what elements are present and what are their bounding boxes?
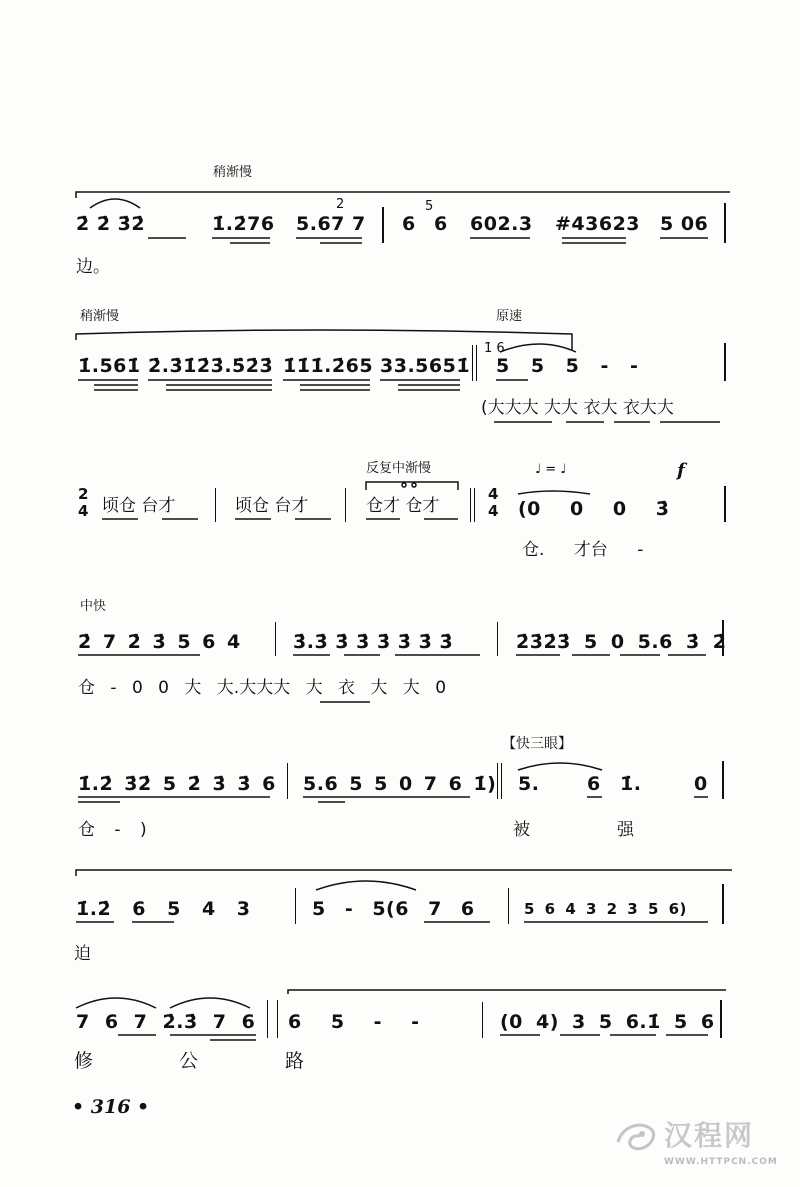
percussion-line: 仓 - 0 0 大 大.大大大 大 衣 大 大 0 bbox=[78, 678, 447, 698]
measure-3-note: 6 bbox=[587, 773, 601, 795]
measure-4: (0 0 0 3̇ bbox=[518, 498, 670, 520]
lyric: 公 bbox=[179, 1050, 199, 1072]
percussion-line: 仓 - ) bbox=[78, 820, 147, 840]
dynamic-forte: f bbox=[677, 460, 685, 481]
measure-3-note: 5. bbox=[518, 773, 540, 795]
measure-1: 1̇.2̇ 6 5 4 3 bbox=[76, 898, 251, 920]
lyric: 迫 bbox=[74, 944, 91, 964]
measure-2: 1̇.2̇76 bbox=[212, 213, 275, 235]
tempo-marking: 原速 bbox=[496, 309, 523, 324]
tempo-marking: 稍渐慢 bbox=[213, 165, 253, 180]
watermark-url: WWW.HTTPCN.COM bbox=[664, 1157, 778, 1167]
measure-3-note: 1̇. bbox=[620, 773, 642, 795]
grace-note: 5 bbox=[425, 199, 434, 214]
measure-2: 3̇.3̇ 3̇ 3̇ 3̇ 3̇ 3̇ 3̇ bbox=[293, 631, 454, 653]
measure-1: 2̇ 2̇ 3̇2̇ bbox=[76, 213, 146, 235]
measure-7: #43623 bbox=[555, 213, 641, 235]
percussion-line: (大大大 大大 衣大 衣大大 bbox=[481, 398, 674, 418]
lyric: 修 bbox=[74, 1050, 94, 1072]
measure-4: 6 bbox=[402, 213, 416, 235]
lyric: 路 bbox=[285, 1050, 305, 1072]
measure-3: 5.67 7 bbox=[296, 213, 366, 235]
measure-3: 2̇3̇2̇3̇ 5 0 5.6 3̇ 2̇ bbox=[516, 631, 727, 653]
measure-4: 33.5651̇ bbox=[380, 355, 471, 377]
grace-note: 2̇ bbox=[336, 197, 345, 212]
measure-1: 顷仓 台才 bbox=[102, 496, 176, 516]
measure-1: 2̇ 7 2̇ 3̇ 5 6 4 bbox=[78, 631, 241, 653]
percussion-line: 仓. 才台 - bbox=[522, 540, 644, 560]
lyric: 强 bbox=[617, 820, 634, 840]
measure-1: 1̇.561̇ bbox=[78, 355, 141, 377]
measure-5: 5 5 5 - - bbox=[496, 355, 639, 377]
lyric: 边。 bbox=[76, 257, 110, 277]
measure-1: 1̇.2̇ 3̇2̇ 5 2̇ 3̇ 3̇ 6 bbox=[78, 773, 276, 795]
measure-6: 602.3 bbox=[470, 213, 533, 235]
measure-2: 2̇.3̇1̇2̇3̇.5̇2̇3̇ bbox=[148, 355, 274, 377]
measure-3: 仓才 仓才 bbox=[366, 496, 440, 516]
measure-2: 5.6 5 5 0 7 6 1̇) bbox=[303, 773, 497, 795]
time-signature-bottom: 4 bbox=[488, 502, 499, 520]
tempo-marking: 稍渐慢 bbox=[80, 309, 120, 324]
measure-5: 6 bbox=[434, 213, 448, 235]
time-signature-top: 2 bbox=[78, 485, 89, 503]
measure-2: 6 5 - - bbox=[288, 1011, 420, 1033]
measure-2: 5 - 5(6 7 6 bbox=[312, 898, 475, 920]
measure-3: (0 4) 3 5 6.1̇ 5 6 bbox=[500, 1011, 715, 1033]
time-signature-bottom: 4 bbox=[78, 502, 89, 520]
measure-3: 5 6 4 3 2 3 5 6) bbox=[524, 900, 687, 918]
tempo-equation: ♩ = ♩ bbox=[535, 462, 567, 477]
measure-2: 顷仓 台才 bbox=[235, 496, 309, 516]
tempo-marking: 反复中渐慢 bbox=[366, 461, 432, 476]
measure-3: 1̇1̇1̇.2̇65 bbox=[283, 355, 374, 377]
lyric: 被 bbox=[513, 820, 530, 840]
page-number: • 316 • bbox=[72, 1096, 150, 1118]
measure-3-note: 0 bbox=[694, 773, 708, 795]
grace-note: 1̇ 6 bbox=[484, 341, 505, 356]
time-signature-top: 4 bbox=[488, 485, 499, 503]
watermark-name: 汉程网 bbox=[664, 1119, 755, 1152]
section-marking: 【快三眼】 bbox=[502, 736, 572, 752]
measure-1: 7 6 7 2̇.3̇ 7 6 bbox=[76, 1011, 256, 1033]
measure-8: 5 06 bbox=[660, 213, 709, 235]
tempo-marking: 中快 bbox=[80, 599, 107, 614]
